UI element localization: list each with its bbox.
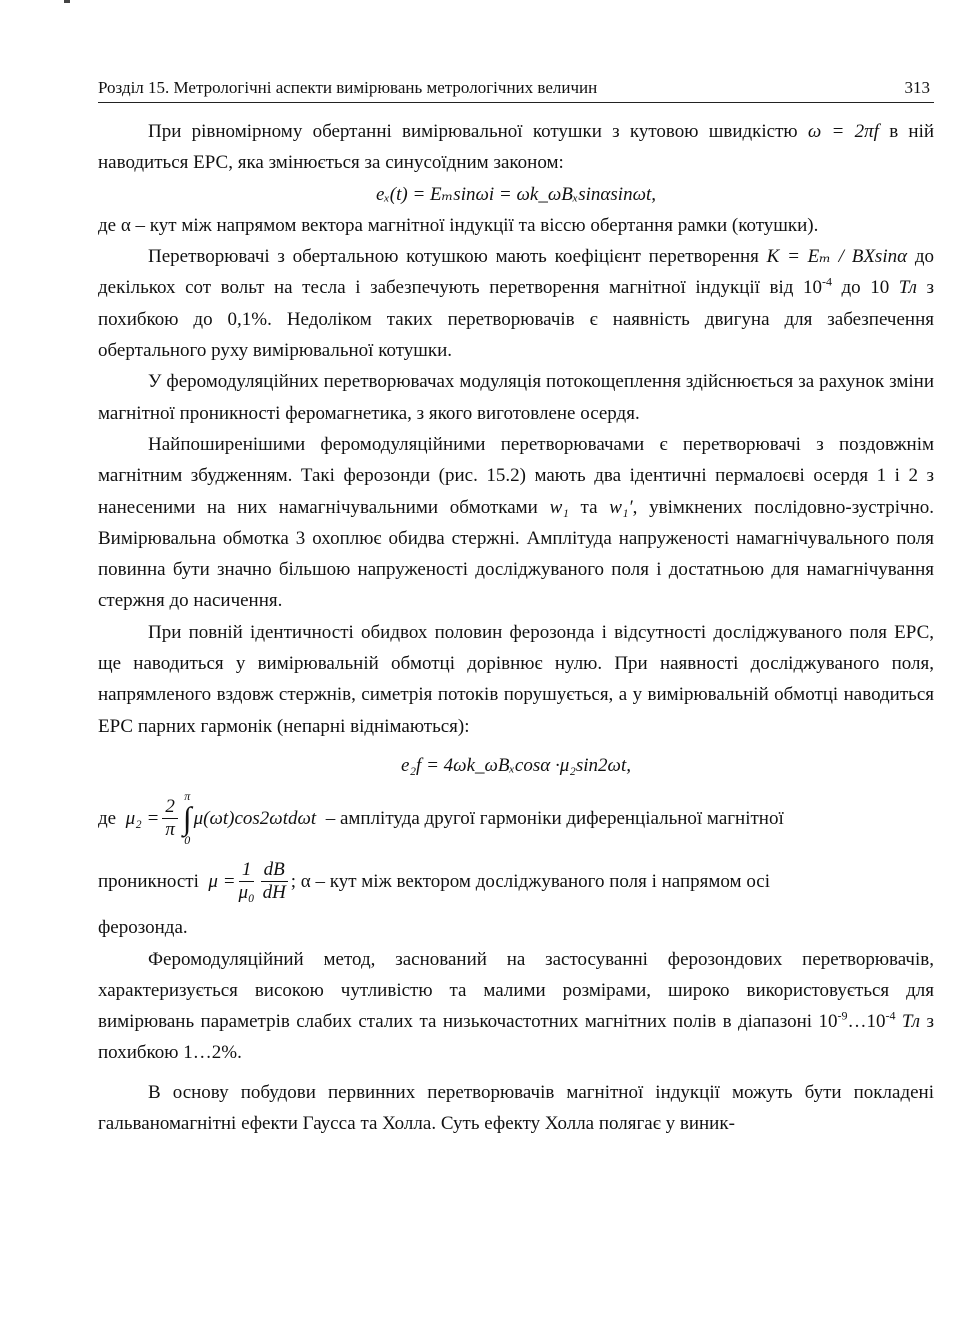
scan-mark bbox=[64, 0, 70, 3]
integral-sign: π ∫ 0 bbox=[182, 789, 192, 848]
paragraph-3: Перетворювачі з обертальною котушкою мають коефіцієнт перетворення K = Eₘ / BXsinα до декількох сот вольт на тесла і забезпечують перетворення магнітної індукції від $10^{-4}$ до 10 Тл з похибкою до 0,1%. Недоліком таких перетворювачів є наявність двигуна для забезпечення обертального руху вимірювальної котушки. bbox=[98, 246, 935, 362]
paragraph-7: Феромодуляційний метод, заснований на застосуванні ферозондових перетворювачів, характеризується високою чутливістю та малими розмірами, широко використовується для вимірювань параметрів слабих сталих та низькочастотних магнітних полів в діапазоні $10^{-9}\dots 10^{-4}$ Тл з похибкою 1…2%. bbox=[98, 948, 935, 1064]
running-header bbox=[98, 77, 934, 103]
equation-second-harmonic: e₂f = 4ωk_ωBₓcosα ·μ₂sin2ωt, bbox=[401, 754, 631, 776]
paragraph-2: де α – кут між напрямом вектора магнітної індукції та віссю обертання рамки (котушки). bbox=[98, 214, 819, 236]
mu2-definition: де μ₂ = $\frac{2}{\pi}$ π ∫ 0 μ(ωt)cos2ωtdωt – амплітуда другої гармоніки диференціальної магнітної bbox=[98, 789, 784, 848]
equation-emf: eₓ(t) = Eₘsinωi = ωk_ωBₓsinαsinωt, bbox=[375, 183, 657, 205]
paragraph-1: При рівномірному обертанні вимірювальної котушки з кутовою швидкістю ω = 2πf в ній наводиться ЕРС, яка змінюється за синусоїдним законом: bbox=[98, 121, 935, 174]
page-number: 313 bbox=[904, 78, 930, 97]
fraction-two-over-pi: $\frac{2}{\pi}$ bbox=[162, 796, 178, 841]
paragraph-4: У феромодуляційних перетворювачах модуляція потокощеплення здійснюється за рахунок зміни магнітної проникності феромагнетика, з якого виготовлене осердя. bbox=[98, 371, 934, 424]
fraction-dB-over-dH: $\frac{dB}{dH}$ bbox=[262, 859, 286, 904]
paragraph-8: В основу побудови первинних перетворювачів магнітної індукції можуть бути покладені гальваномагнітні ефекти Гаусса та Холла. Суть ефекту Холла полягає у виник- bbox=[98, 1081, 934, 1135]
mu-definition: проникності μ = $\frac{1}{\text{μ₀}}$ $\frac{dB}{dH}$ ; α – кут між вектором досліджуваного поля і напрямом осі bbox=[98, 859, 771, 904]
omega-definition: ω = 2πf bbox=[807, 121, 879, 142]
paragraph-ferozonda: ферозонда. bbox=[98, 917, 188, 939]
paragraph-6: При повній ідентичності обидвох половин ферозонда і відсутності досліджуваного поля ЕРС, ще наводиться у вимірювальній обмотці дорівнює нулю. При наявності досліджуваного поля, напрямленого вздовж стержнів, симетрія потоків порушується, а у вимірювальній обмотці наводиться ЕРС парних гармонік (непарні віднімаються): bbox=[98, 621, 934, 737]
conversion-coefficient: K = Eₘ / BXsinα bbox=[766, 246, 908, 268]
fraction-one-over-mu0: $\frac{1}{\text{μ₀}}$ bbox=[238, 859, 255, 904]
body-text bbox=[98, 116, 934, 1139]
header-title: Розділ 15. Метрологічні аспекти вимірювань метрологічних величин bbox=[98, 78, 598, 97]
paragraph-5: Найпоширенішими феромодуляційними перетворювачами є перетворювачі з поздовжнім магнітним збудженням. Такі ферозонди (рис. 15.2) мають два ідентичні пермалоєві осердя 1 і 2 з нанесеними на них намагнічувальними обмотками w₁ та w₁′, увімкнених послідовно-зустрічно. Вимірювальна обмотка 3 охоплює обидва стержні. Амплітуда напруженості намагнічувального поля повинна бути значно більшою напруженості досліджуваного поля і достатньою для намагнічування стержня до насичення. bbox=[98, 433, 935, 612]
